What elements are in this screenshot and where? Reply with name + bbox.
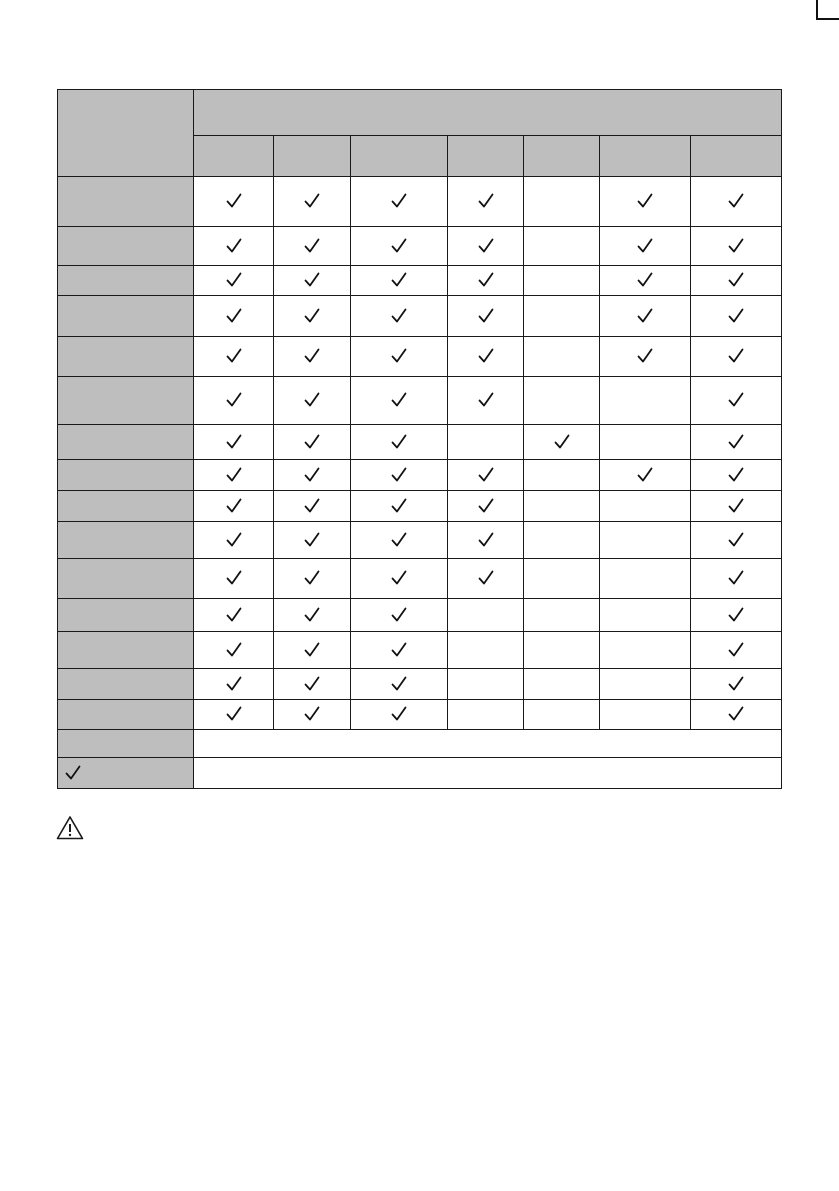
check-icon — [477, 192, 495, 210]
matrix-cell — [351, 227, 448, 266]
matrix-cell — [274, 377, 351, 425]
check-icon — [225, 237, 243, 255]
matrix-cell — [448, 296, 524, 337]
matrix-cell — [691, 669, 782, 700]
matrix-cell — [274, 296, 351, 337]
matrix-cell — [194, 337, 274, 377]
check-icon — [477, 569, 495, 587]
legend-check-cell — [58, 758, 194, 789]
matrix-cell — [448, 460, 524, 491]
matrix-cell — [351, 337, 448, 377]
check-icon — [390, 641, 408, 659]
check-icon — [225, 391, 243, 409]
row-label-cell — [58, 337, 194, 377]
matrix-cell — [274, 227, 351, 266]
matrix-cell — [448, 337, 524, 377]
matrix-cell — [351, 425, 448, 460]
matrix-cell — [691, 559, 782, 599]
matrix-cell — [600, 296, 691, 337]
check-icon — [225, 433, 243, 451]
check-icon — [727, 466, 745, 484]
matrix-cell — [524, 296, 600, 337]
check-icon — [303, 497, 321, 515]
check-icon — [390, 466, 408, 484]
matrix-cell — [691, 177, 782, 227]
check-icon — [390, 347, 408, 365]
check-icon — [390, 497, 408, 515]
matrix-cell — [274, 177, 351, 227]
check-icon — [477, 307, 495, 325]
legend-text-cell — [194, 758, 782, 789]
check-icon — [303, 466, 321, 484]
table-row — [58, 700, 782, 730]
check-icon — [225, 466, 243, 484]
check-icon — [477, 391, 495, 409]
matrix-cell — [600, 425, 691, 460]
check-icon — [727, 675, 745, 693]
matrix-cell — [691, 377, 782, 425]
legend-row — [58, 758, 782, 789]
matrix-cell — [194, 491, 274, 522]
matrix-cell — [448, 632, 524, 669]
corner-header-cell — [58, 90, 194, 177]
matrix-cell — [691, 700, 782, 730]
check-icon — [727, 307, 745, 325]
check-icon — [225, 497, 243, 515]
row-label-cell — [58, 559, 194, 599]
check-icon — [64, 764, 82, 782]
matrix-cell — [448, 700, 524, 730]
matrix-cell — [600, 632, 691, 669]
matrix-cell — [448, 227, 524, 266]
table-row — [58, 337, 782, 377]
matrix-cell — [274, 425, 351, 460]
check-icon — [303, 307, 321, 325]
matrix-cell — [448, 491, 524, 522]
matrix-cell — [691, 337, 782, 377]
matrix-cell — [524, 632, 600, 669]
column-header-3 — [351, 136, 448, 177]
matrix-cell — [524, 599, 600, 632]
check-icon — [636, 271, 654, 289]
table-row — [58, 177, 782, 227]
row-label-cell — [58, 266, 194, 296]
matrix-cell — [691, 632, 782, 669]
matrix-cell — [600, 227, 691, 266]
check-icon — [636, 192, 654, 210]
matrix-cell — [524, 337, 600, 377]
column-header-2 — [274, 136, 351, 177]
check-icon — [477, 347, 495, 365]
matrix-cell — [691, 491, 782, 522]
matrix-cell — [351, 377, 448, 425]
check-icon — [477, 531, 495, 549]
matrix-cell — [351, 460, 448, 491]
crop-mark — [815, 0, 839, 20]
matrix-cell — [600, 377, 691, 425]
check-icon — [390, 307, 408, 325]
table-row — [58, 632, 782, 669]
matrix-cell — [274, 700, 351, 730]
table-row — [58, 599, 782, 632]
row-label-cell — [58, 700, 194, 730]
check-icon — [477, 237, 495, 255]
matrix-cell — [194, 296, 274, 337]
check-icon — [727, 531, 745, 549]
column-header-7 — [691, 136, 782, 177]
feature-matrix-table — [57, 89, 782, 789]
check-icon — [727, 271, 745, 289]
matrix-cell — [524, 266, 600, 296]
check-icon — [477, 271, 495, 289]
matrix-cell — [194, 460, 274, 491]
check-icon — [390, 569, 408, 587]
check-icon — [303, 641, 321, 659]
check-icon — [225, 569, 243, 587]
matrix-cell — [448, 177, 524, 227]
row-label-cell — [58, 632, 194, 669]
matrix-cell — [274, 632, 351, 669]
matrix-cell — [600, 266, 691, 296]
row-label-cell — [58, 227, 194, 266]
matrix-cell — [274, 599, 351, 632]
table-body — [58, 177, 782, 789]
row-label-cell — [58, 377, 194, 425]
matrix-cell — [600, 700, 691, 730]
matrix-cell — [194, 700, 274, 730]
check-icon — [303, 433, 321, 451]
column-header-6 — [600, 136, 691, 177]
check-icon — [390, 391, 408, 409]
matrix-cell — [274, 337, 351, 377]
check-icon — [303, 606, 321, 624]
column-header-4 — [448, 136, 524, 177]
check-icon — [390, 192, 408, 210]
matrix-cell — [691, 266, 782, 296]
matrix-cell — [194, 425, 274, 460]
matrix-cell — [351, 266, 448, 296]
check-icon — [303, 192, 321, 210]
matrix-cell — [524, 460, 600, 491]
matrix-cell — [600, 522, 691, 559]
check-icon — [390, 433, 408, 451]
matrix-cell — [274, 491, 351, 522]
legend-text-cell — [194, 730, 782, 758]
matrix-cell — [351, 599, 448, 632]
matrix-cell — [448, 599, 524, 632]
check-icon — [727, 641, 745, 659]
check-icon — [727, 433, 745, 451]
check-icon — [390, 237, 408, 255]
matrix-cell — [448, 669, 524, 700]
matrix-cell — [448, 425, 524, 460]
matrix-cell — [194, 599, 274, 632]
matrix-cell — [194, 522, 274, 559]
table-row — [58, 460, 782, 491]
table-row — [58, 522, 782, 559]
check-icon — [727, 705, 745, 723]
check-icon — [477, 466, 495, 484]
matrix-cell — [351, 522, 448, 559]
table-row — [58, 669, 782, 700]
group-header-cell — [194, 90, 782, 136]
table-row — [58, 491, 782, 522]
matrix-cell — [524, 669, 600, 700]
row-label-cell — [58, 425, 194, 460]
check-icon — [225, 641, 243, 659]
check-icon — [225, 531, 243, 549]
matrix-cell — [691, 227, 782, 266]
check-icon — [225, 606, 243, 624]
matrix-cell — [194, 559, 274, 599]
check-icon — [727, 497, 745, 515]
check-icon — [553, 433, 571, 451]
legend-label-cell — [58, 730, 194, 758]
check-icon — [390, 531, 408, 549]
check-icon — [303, 705, 321, 723]
check-icon — [390, 271, 408, 289]
check-icon — [727, 237, 745, 255]
matrix-cell — [194, 266, 274, 296]
matrix-cell — [274, 559, 351, 599]
check-icon — [390, 675, 408, 693]
matrix-cell — [691, 522, 782, 559]
row-label-cell — [58, 177, 194, 227]
check-icon — [727, 347, 745, 365]
matrix-cell — [524, 491, 600, 522]
check-icon — [390, 705, 408, 723]
matrix-cell — [448, 377, 524, 425]
check-icon — [225, 705, 243, 723]
check-icon — [225, 347, 243, 365]
matrix-cell — [194, 377, 274, 425]
check-icon — [303, 391, 321, 409]
check-icon — [225, 675, 243, 693]
matrix-cell — [600, 460, 691, 491]
row-label-cell — [58, 669, 194, 700]
check-icon — [303, 569, 321, 587]
matrix-cell — [524, 522, 600, 559]
matrix-cell — [194, 632, 274, 669]
row-label-cell — [58, 296, 194, 337]
row-label-cell — [58, 522, 194, 559]
matrix-cell — [691, 599, 782, 632]
check-icon — [303, 237, 321, 255]
check-icon — [636, 237, 654, 255]
matrix-cell — [194, 669, 274, 700]
matrix-cell — [351, 700, 448, 730]
matrix-cell — [600, 599, 691, 632]
matrix-cell — [600, 491, 691, 522]
matrix-cell — [194, 227, 274, 266]
check-icon — [727, 391, 745, 409]
matrix-cell — [351, 296, 448, 337]
matrix-cell — [691, 460, 782, 491]
matrix-cell — [351, 177, 448, 227]
matrix-cell — [351, 491, 448, 522]
matrix-cell — [448, 522, 524, 559]
column-header-1 — [194, 136, 274, 177]
matrix-cell — [524, 559, 600, 599]
matrix-cell — [600, 669, 691, 700]
row-label-cell — [58, 460, 194, 491]
matrix-cell — [274, 460, 351, 491]
matrix-cell — [274, 669, 351, 700]
check-icon — [303, 347, 321, 365]
table-row — [58, 377, 782, 425]
matrix-cell — [600, 177, 691, 227]
check-icon — [636, 466, 654, 484]
matrix-cell — [194, 177, 274, 227]
matrix-cell — [600, 559, 691, 599]
table-row — [58, 227, 782, 266]
check-icon — [225, 271, 243, 289]
matrix-cell — [524, 700, 600, 730]
check-icon — [477, 497, 495, 515]
check-icon — [303, 675, 321, 693]
matrix-cell — [524, 425, 600, 460]
check-icon — [225, 307, 243, 325]
check-icon — [225, 192, 243, 210]
matrix-cell — [274, 266, 351, 296]
matrix-cell — [351, 669, 448, 700]
table-row — [58, 266, 782, 296]
warning-icon — [56, 815, 84, 840]
table-row — [58, 425, 782, 460]
check-icon — [727, 606, 745, 624]
check-icon — [390, 606, 408, 624]
check-icon — [303, 271, 321, 289]
table-row — [58, 559, 782, 599]
matrix-cell — [274, 522, 351, 559]
matrix-cell — [524, 227, 600, 266]
check-icon — [636, 347, 654, 365]
check-icon — [636, 307, 654, 325]
table-row — [58, 296, 782, 337]
check-icon — [727, 192, 745, 210]
row-label-cell — [58, 491, 194, 522]
matrix-cell — [691, 425, 782, 460]
legend-row — [58, 730, 782, 758]
matrix-cell — [600, 337, 691, 377]
matrix-cell — [351, 632, 448, 669]
row-label-cell — [58, 599, 194, 632]
check-icon — [727, 569, 745, 587]
matrix-cell — [524, 377, 600, 425]
check-icon — [303, 531, 321, 549]
column-header-5 — [524, 136, 600, 177]
matrix-cell — [524, 177, 600, 227]
matrix-cell — [448, 559, 524, 599]
matrix-cell — [351, 559, 448, 599]
matrix-cell — [691, 296, 782, 337]
matrix-cell — [448, 266, 524, 296]
